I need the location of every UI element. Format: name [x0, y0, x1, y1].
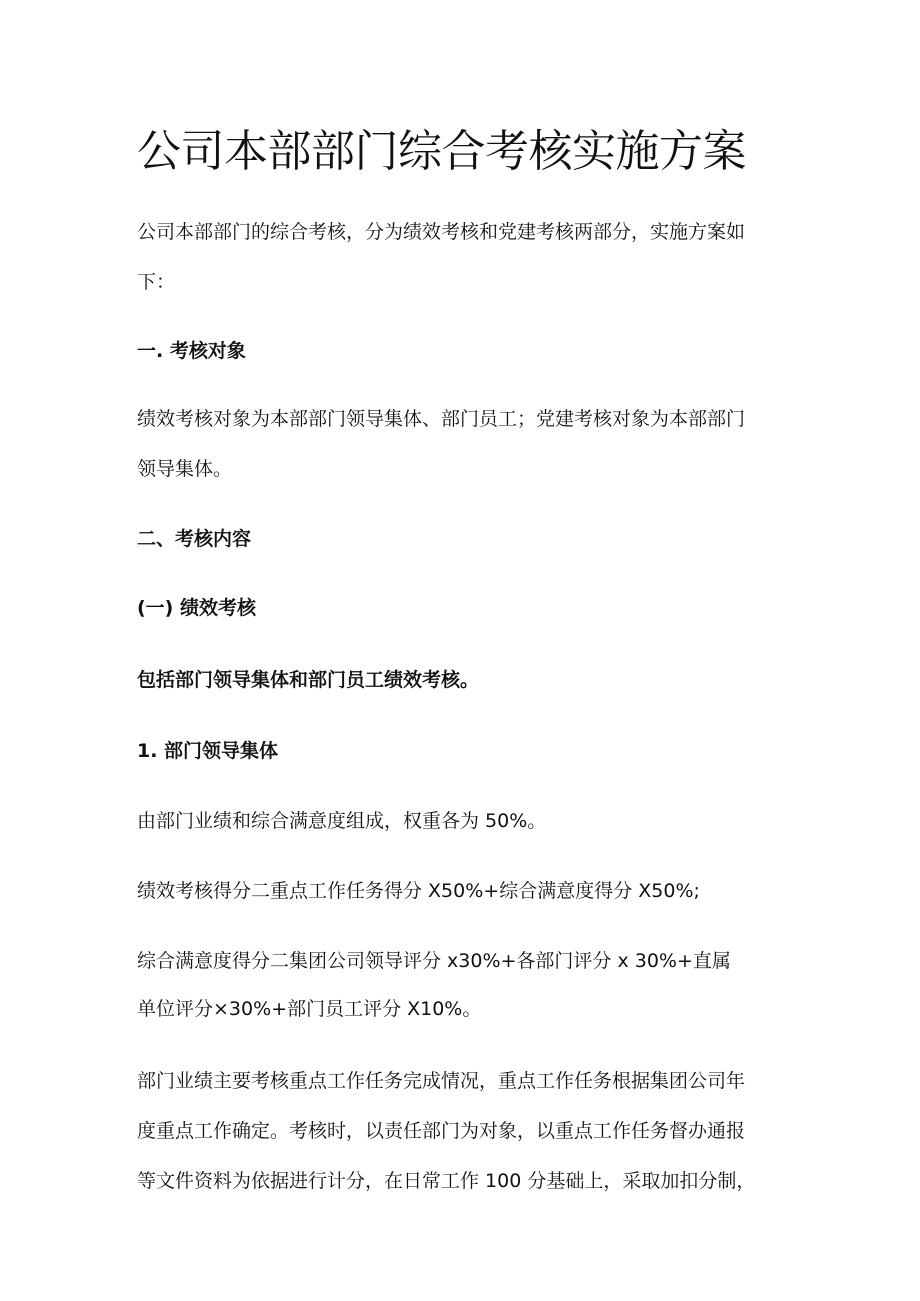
formula-2-line-2: 单位评分×30%+部门员工评分 X10%。 [137, 998, 482, 1020]
intro-paragraph [137, 221, 797, 293]
intro-line-1: 公司本部部门的综合考核，分为绩效考核和党建考核两部分，实施方案如 [137, 221, 746, 243]
item-1-heading: 1. 部门领导集体 [137, 740, 279, 762]
section-1-line-1: 绩效考核对象为本部部门领导集体、部门员工；党建考核对象为本部部门 [137, 408, 746, 430]
item-1-paragraph [137, 1070, 797, 1192]
subsection-1-summary: 包括部门领导集体和部门员工绩效考核。 [137, 669, 480, 691]
paragraph-line-1: 部门业绩主要考核重点工作任务完成情况，重点工作任务根据集团公司年 [137, 1070, 746, 1092]
formula-2-line-1: 综合满意度得分二集团公司领导评分 x30%+各部门评分 x 30%+直属 [137, 950, 731, 972]
item-1-formula-1: 绩效考核得分二重点工作任务得分 X50%+综合满意度得分 X50%; [137, 880, 700, 902]
document-title: 公司本部部门综合考核实施方案 [137, 126, 746, 177]
paragraph-line-2: 度重点工作确定。考核时，以责任部门为对象，以重点工作任务督办通报 [137, 1120, 746, 1142]
section-1-line-2: 领导集体。 [137, 458, 233, 480]
section-1-heading: 一. 考核对象 [137, 340, 246, 362]
item-1-formula-2 [137, 950, 797, 1020]
item-1-weights: 由部门业绩和综合满意度组成，权重各为 50%。 [137, 810, 547, 832]
section-2-heading: 二、考核内容 [137, 528, 252, 550]
subsection-1-heading: (一) 绩效考核 [137, 597, 256, 619]
paragraph-line-3: 等文件资料为依据进行计分，在日常工作 100 分基础上，采取加扣分制， [137, 1170, 756, 1192]
intro-line-2: 下： [137, 271, 176, 293]
section-1-body [137, 408, 797, 480]
